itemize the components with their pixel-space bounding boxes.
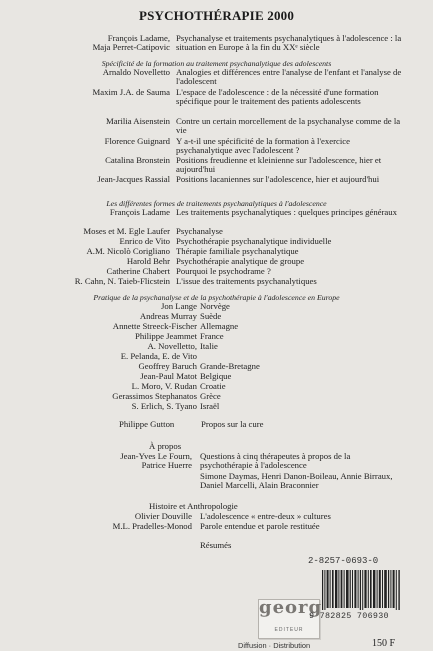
toc-title: L'issue des traitements psychanalytiques (176, 276, 317, 286)
toc-title: Parole entendue et parole restituée (200, 521, 320, 531)
country-name: Grande-Bretagne (200, 361, 260, 371)
toc-title: Questions à cinq thérapeutes à propos de la psychothérapie à l'adolescence (200, 451, 351, 471)
isbn: 2-8257-0693-0 (308, 556, 379, 566)
toc-author: M.L. Pradelles-Monod (112, 521, 192, 531)
toc-title: Analogies et différences entre l'analyse de l'enfant et l'analyse de l'adolescent (176, 67, 402, 87)
toc-author: Philippe Jeammet (134, 331, 197, 341)
resumes-label: Résumés (200, 540, 232, 550)
toc-author: Enrico de Vito (119, 236, 170, 246)
toc-author: Marilia Aisenstein (106, 116, 170, 126)
toc-title: Les traitements psychanalytiques : quelques principes généraux (176, 207, 397, 217)
toc-author: S. Erlich, S. Tyano (131, 401, 197, 411)
toc-author: François Ladame, Maja Perret-Catipovic (92, 33, 170, 53)
section-heading-histoire: Histoire et Anthropologie (149, 501, 238, 511)
toc-author: Catherine Chabert (106, 266, 170, 276)
toc-author: Jean-Jacques Rassial (97, 174, 170, 184)
country-name: Croatie (200, 381, 226, 391)
country-name: France (200, 331, 224, 341)
toc-title: Y a-t-il une spécificité de la formation à l'exercice psychanalytique avec l'adolescent ? (176, 136, 350, 156)
toc-author: Geoffrey Baruch (138, 361, 197, 371)
toc-author: Jean-Yves Le Fourn, Patrice Huerre (120, 451, 192, 471)
toc-title: Positions lacaniennes sur l'adolescence, hier et aujourd'hui (176, 174, 380, 184)
toc-author: Jon Lange (161, 301, 197, 311)
toc-title: Positions freudienne et kleinienne sur l'adolescence, hier et aujourd'hui (176, 155, 382, 175)
toc-author: Gerassimos Stephanatos (112, 391, 197, 401)
participants-list: Simone Daymas, Henri Danon-Boileau, Annie Birraux, Daniel Marcelli, Alain Braconnier (200, 471, 393, 491)
distribution-label: Diffusion · Distribution (238, 641, 311, 650)
toc-author: A. Novelletto, (147, 341, 197, 351)
toc-author: Andreas Murray (139, 311, 197, 321)
section-heading-formation: Spécificité de la formation au traitement psychanalytique des adolescents (101, 59, 332, 68)
logo-word: georg (259, 597, 323, 618)
country-name: Italie (200, 341, 218, 351)
section-heading-apropos: À propos (149, 441, 182, 451)
toc-author: Catalina Bronstein (105, 155, 170, 165)
toc-author: Maxim J.A. de Sauma (92, 87, 170, 97)
toc-author: Annette Streeck-Fischer (112, 321, 197, 331)
toc-author: Moses et M. Egle Laufer (83, 226, 170, 236)
toc-title: Psychanalyse et traitements psychanalytiques à l'adolescence : la situation en Europe à la fin du XXᵉ siècle (176, 33, 402, 53)
toc-author: Jean-Paul Matot (140, 371, 197, 381)
toc-title: Psychothérapie analytique de groupe (176, 256, 305, 266)
country-name: Norvège (200, 301, 230, 311)
toc-title: L'adolescence « entre-deux » cultures (200, 511, 331, 521)
section-heading-europe: Pratique de la psychanalyse et de la psychothérapie à l'adolescence en Europe (93, 293, 340, 302)
toc-author: Arnaldo Novelletto (102, 67, 170, 77)
toc-author: Philippe Gutton (119, 419, 175, 429)
toc-author: François Ladame (109, 207, 170, 217)
price: 150 F (372, 638, 396, 649)
toc-author: L. Moro, V. Rudan (131, 381, 197, 391)
barcode-number: 9 782825 706930 (309, 611, 389, 621)
section-heading-traitements: Les différentes formes de traitements psychanalytiques à l'adolescence (106, 199, 327, 208)
toc-author: Florence Guignard (104, 136, 170, 146)
toc-title: Psychanalyse (176, 226, 223, 236)
country-name: Belgique (200, 371, 232, 381)
toc-title: Thérapie familiale psychanalytique (176, 246, 299, 256)
logo-subtitle: EDITEUR (274, 627, 304, 633)
toc-title: L'espace de l'adolescence : de la nécessité d'une formation spécifique pour le traitement des patients adolescents (176, 87, 379, 107)
toc-title: Psychothérapie psychanalytique individuelle (176, 236, 332, 246)
country-name: Grèce (200, 391, 221, 401)
toc-author: A.M. Nicolò Corigliano (86, 246, 170, 256)
toc-title: Propos sur la cure (201, 419, 264, 429)
toc-title: Contre un certain morcellement de la psychanalyse comme de la vie (176, 116, 401, 136)
country-name: Allemagne (200, 321, 239, 331)
toc-author: R. Cahn, N. Taieb-Flicstein (74, 276, 170, 286)
country-name: Israël (200, 401, 220, 411)
toc-title: Pourquoi le psychodrame ? (176, 266, 271, 276)
barcode-icon (322, 570, 400, 610)
toc-author: E. Pelanda, E. de Vito (120, 351, 197, 361)
toc-author: Harold Behr (126, 256, 170, 266)
toc-author: Olivier Douville (134, 511, 192, 521)
country-name: Suède (200, 311, 222, 321)
page-title: PSYCHOTHÉRAPIE 2000 (138, 8, 295, 23)
